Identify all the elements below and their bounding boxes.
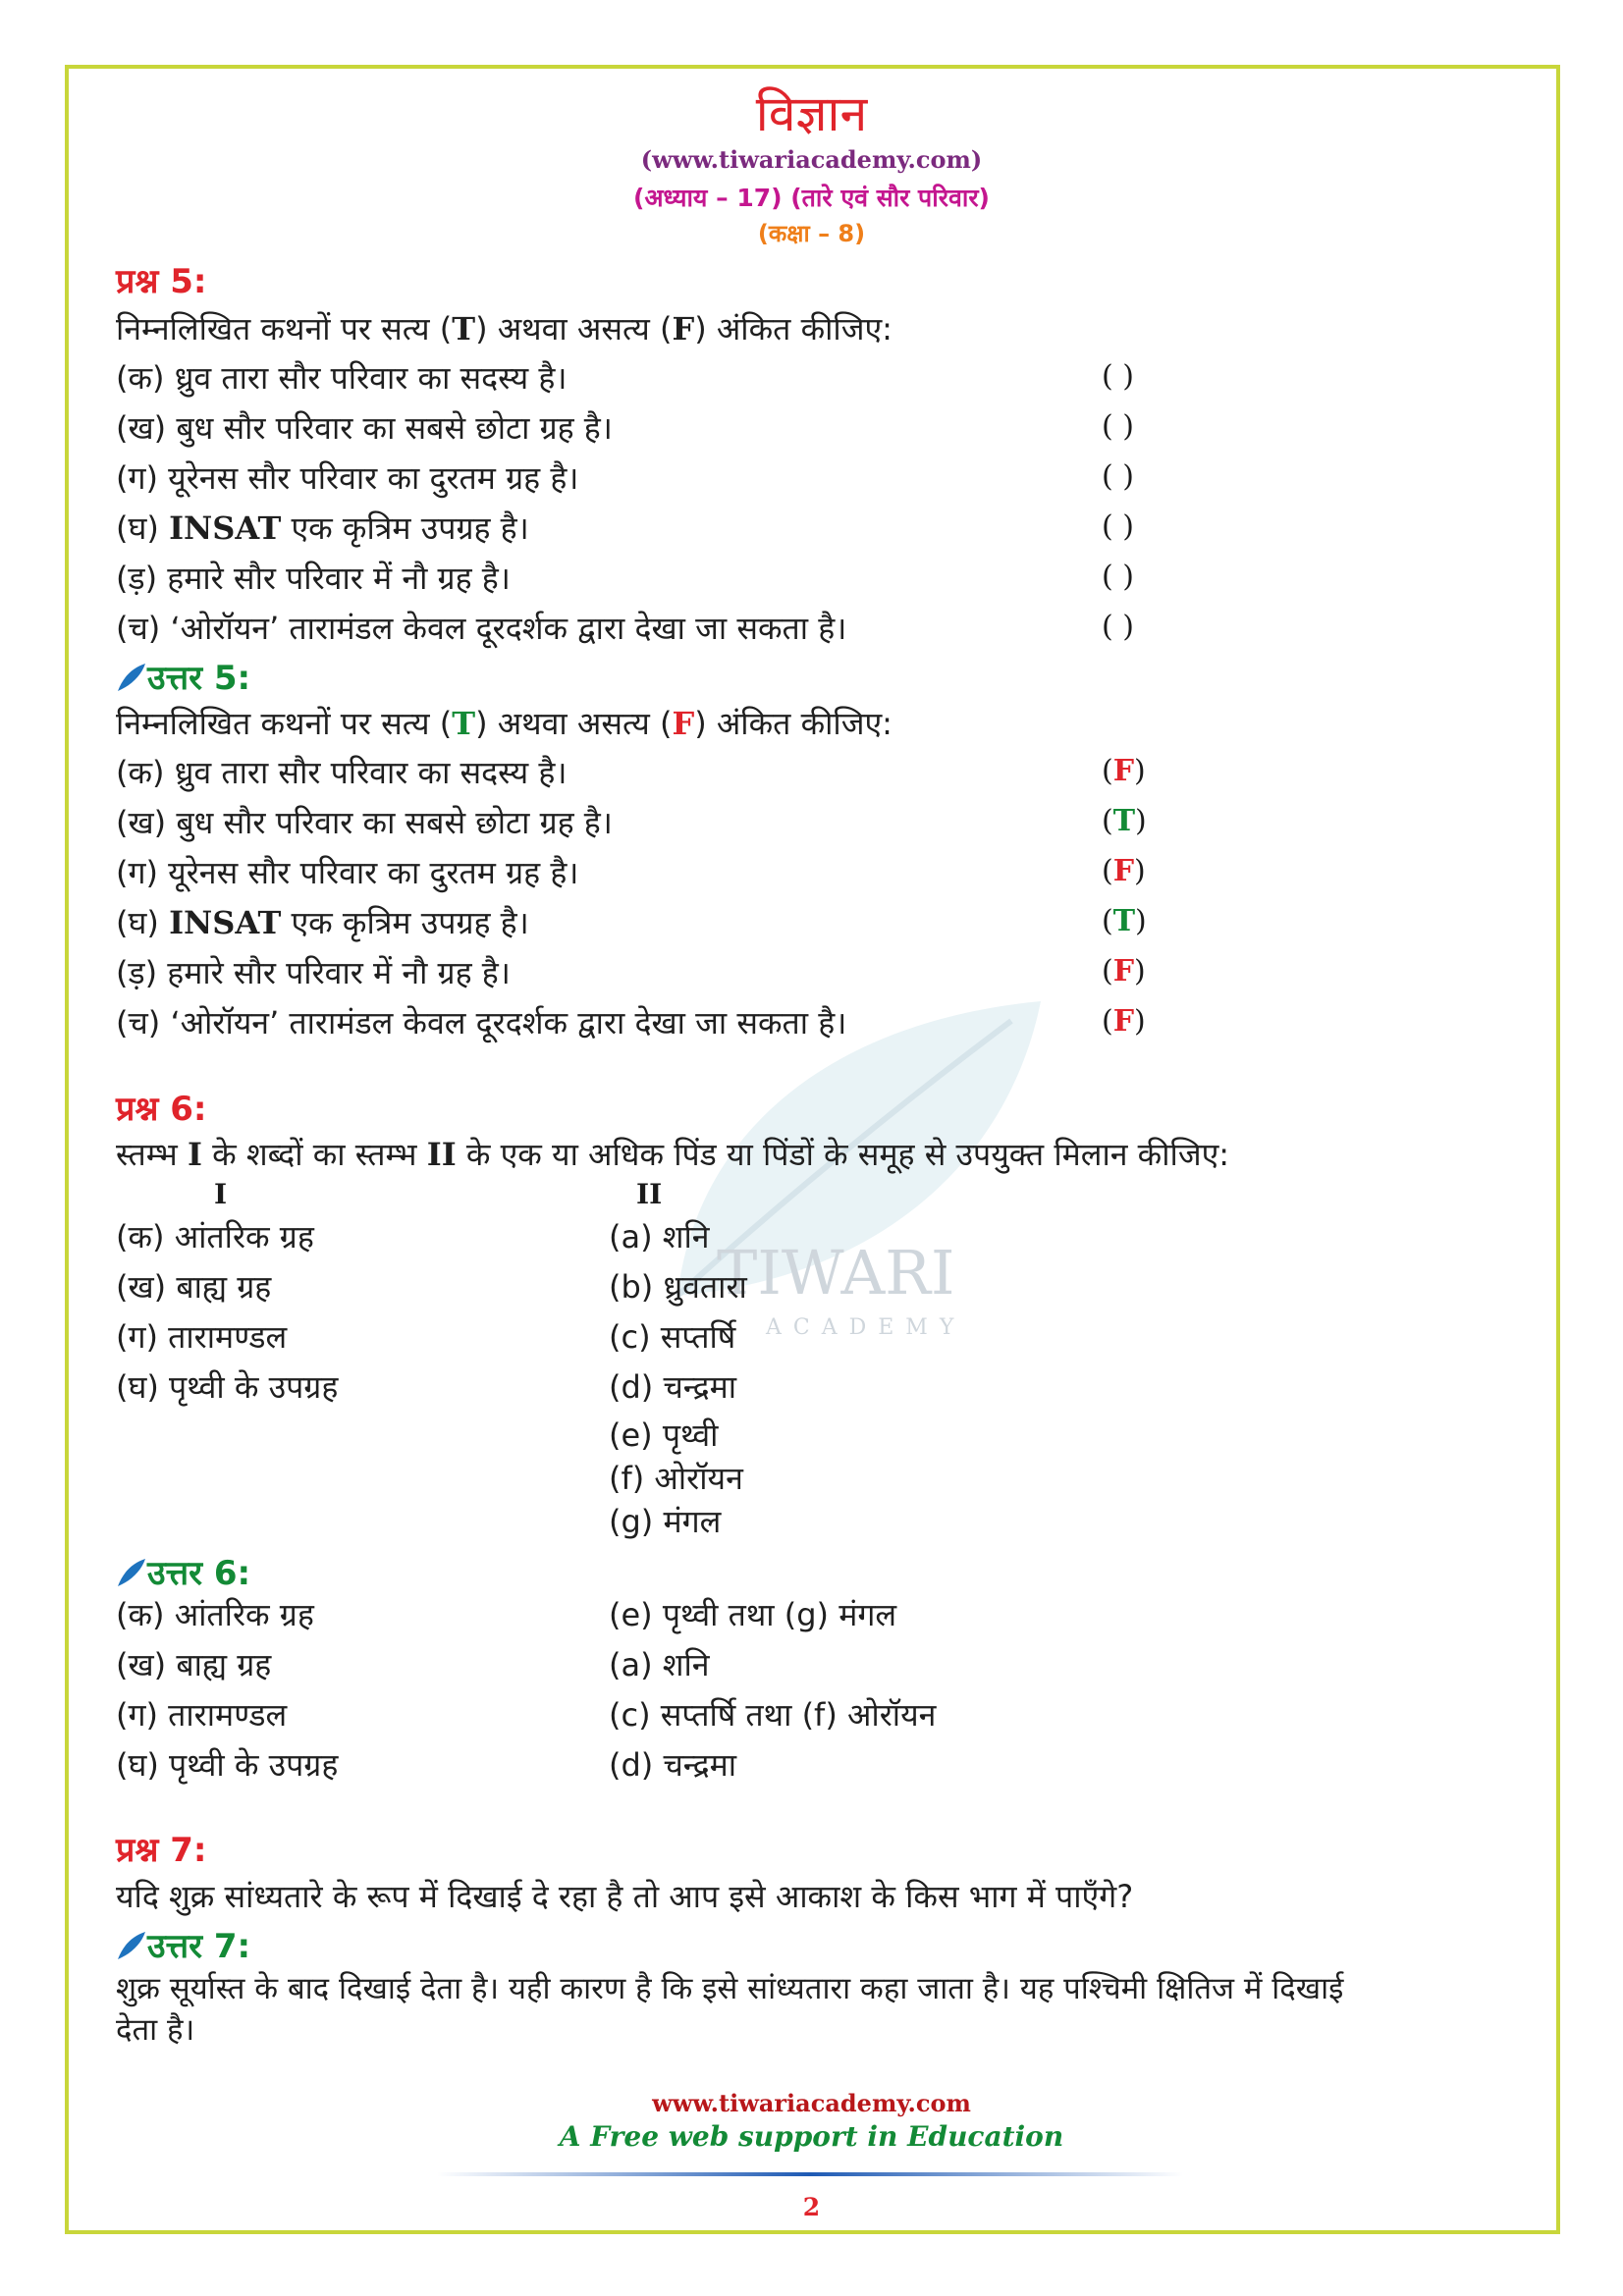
watermark-name: TIWARI (717, 1237, 955, 1308)
footer-divider (437, 2172, 1183, 2176)
a5-answer: (F) (1102, 954, 1146, 988)
grade-label: (कक्षा – 8) (757, 220, 866, 247)
question-5-heading: प्रश्न 5: (116, 262, 207, 301)
answer-6-left: (ख) बाह्य ग्रह (116, 1646, 272, 1683)
q5-item: (घ) INSAT एक कृत्रिम उपग्रह है। (116, 509, 529, 547)
column-1-header: I (214, 1178, 228, 1210)
answer-value: T (1112, 904, 1136, 938)
column-1-item: (ग) तारामण्डल (116, 1318, 288, 1356)
q5-item: (ग) यूरेनस सौर परिवार का दुरतम ग्रह है। (116, 459, 579, 497)
q5-item: (च) ‘ओरॉयन’ तारामंडल केवल दूरदर्शक द्वारा देखा जा सकता है। (116, 610, 847, 647)
quill-icon (116, 1930, 147, 1961)
page-title: विज्ञान (755, 85, 868, 142)
q5-blank: ( ) (1102, 409, 1134, 444)
column-2-item: (f) ओरॉयन (609, 1460, 743, 1497)
footer-website[interactable]: www.tiwariacademy.com (652, 2089, 971, 2117)
answer-5-instruction: निम्नलिखित कथनों पर सत्य (T) अथवा असत्य (F) अंकित कीजिए: (116, 705, 893, 742)
column-2-item: (e) पृथ्वी (609, 1416, 719, 1454)
answer-6-right: (d) चन्द्रमा (609, 1746, 737, 1784)
answer-value: F (1112, 1004, 1135, 1039)
a5-item: (क) ध्रुव तारा सौर परिवार का सदस्य है। (116, 754, 568, 791)
a5-answer: (T) (1102, 804, 1147, 838)
answer-value: T (1112, 804, 1136, 838)
column-1-item: (घ) पृथ्वी के उपग्रह (116, 1368, 339, 1406)
q5-item: (ख) बुध सौर परिवार का सबसे छोटा ग्रह है। (116, 409, 613, 447)
q5-blank: ( ) (1102, 610, 1134, 644)
header-website: (www.tiwariacademy.com) (640, 145, 983, 174)
q5-item: (ड़) हमारे सौर परिवार में नौ ग्रह है। (116, 560, 511, 597)
column-2-item: (a) शनि (609, 1218, 710, 1255)
column-2-item: (c) सप्तर्षि (609, 1318, 736, 1356)
answer-6-left: (घ) पृथ्वी के उपग्रह (116, 1746, 339, 1784)
question-5-instruction: निम्नलिखित कथनों पर सत्य (T) अथवा असत्य (F) अंकित कीजिए: (116, 310, 893, 347)
column-1-item: (क) आंतरिक ग्रह (116, 1218, 314, 1255)
a5-item: (ड़) हमारे सौर परिवार में नौ ग्रह है। (116, 954, 511, 991)
q5-blank: ( ) (1102, 359, 1134, 394)
answer-7-line-1: शुक्र सूर्यास्त के बाद दिखाई देता है। यही कारण है कि इसे सांध्यतारा कहा जाता है। यह पश्चिमी क्षितिज में दिखाई (116, 1971, 1344, 2006)
quill-icon (116, 1557, 147, 1588)
a5-answer: (F) (1102, 854, 1146, 888)
answer-6-left: (क) आंतरिक ग्रह (116, 1596, 314, 1633)
watermark-sub: ACADEMY (766, 1315, 966, 1340)
answer-6-heading: उत्तर 6: (116, 1549, 250, 1594)
a5-item: (च) ‘ओरॉयन’ तारामंडल केवल दूरदर्शक द्वारा देखा जा सकता है। (116, 1004, 847, 1041)
column-1-item: (ख) बाह्य ग्रह (116, 1268, 272, 1306)
quill-icon (116, 662, 147, 693)
chapter-title: (अध्याय – 17) (तारे एवं सौर परिवार) (633, 184, 990, 212)
answer-6-left: (ग) तारामण्डल (116, 1696, 288, 1734)
answer-6-right: (a) शनि (609, 1646, 710, 1683)
answer-value: F (1112, 854, 1135, 888)
question-7-text: यदि शुक्र सांध्यतारे के रूप में दिखाई दे रहा है तो आप इसे आकाश के किस भाग में पाएँगे? (116, 1878, 1134, 1915)
answer-value: F (1112, 954, 1135, 988)
q5-blank: ( ) (1102, 459, 1134, 494)
column-2-item: (d) चन्द्रमा (609, 1368, 737, 1406)
q5-item: (क) ध्रुव तारा सौर परिवार का सदस्य है। (116, 359, 568, 397)
a5-item: (ख) बुध सौर परिवार का सबसे छोटा ग्रह है। (116, 804, 613, 841)
q5-blank: ( ) (1102, 560, 1134, 594)
answer-6-right: (c) सप्तर्षि तथा (f) ओरॉयन (609, 1696, 937, 1734)
page-number: 2 (802, 2193, 821, 2221)
a5-answer: (T) (1102, 904, 1147, 938)
answer-5-heading: उत्तर 5: (116, 654, 250, 699)
question-6-heading: प्रश्न 6: (116, 1090, 207, 1129)
question-7-heading: प्रश्न 7: (116, 1831, 207, 1870)
question-6-instruction: स्तम्भ I के शब्दों का स्तम्भ II के एक या अधिक पिंड या पिंडों के समूह से उपयुक्त मिलान कीजिए: (116, 1136, 1230, 1173)
answer-7-line-2: देता है। (116, 2012, 195, 2048)
answer-value: F (1112, 754, 1135, 788)
a5-answer: (F) (1102, 1004, 1146, 1039)
a5-item: (घ) INSAT एक कृत्रिम उपग्रह है। (116, 904, 529, 941)
q5-blank: ( ) (1102, 509, 1134, 544)
a5-item: (ग) यूरेनस सौर परिवार का दुरतम ग्रह है। (116, 854, 579, 891)
a5-answer: (F) (1102, 754, 1146, 788)
answer-7-heading: उत्तर 7: (116, 1922, 250, 1967)
column-2-header: II (636, 1178, 663, 1210)
column-2-item: (b) ध्रुवतारा (609, 1268, 747, 1306)
footer-tagline: A Free web support in Education (559, 2120, 1064, 2153)
column-2-item: (g) मंगल (609, 1503, 722, 1540)
answer-6-right: (e) पृथ्वी तथा (g) मंगल (609, 1596, 897, 1633)
